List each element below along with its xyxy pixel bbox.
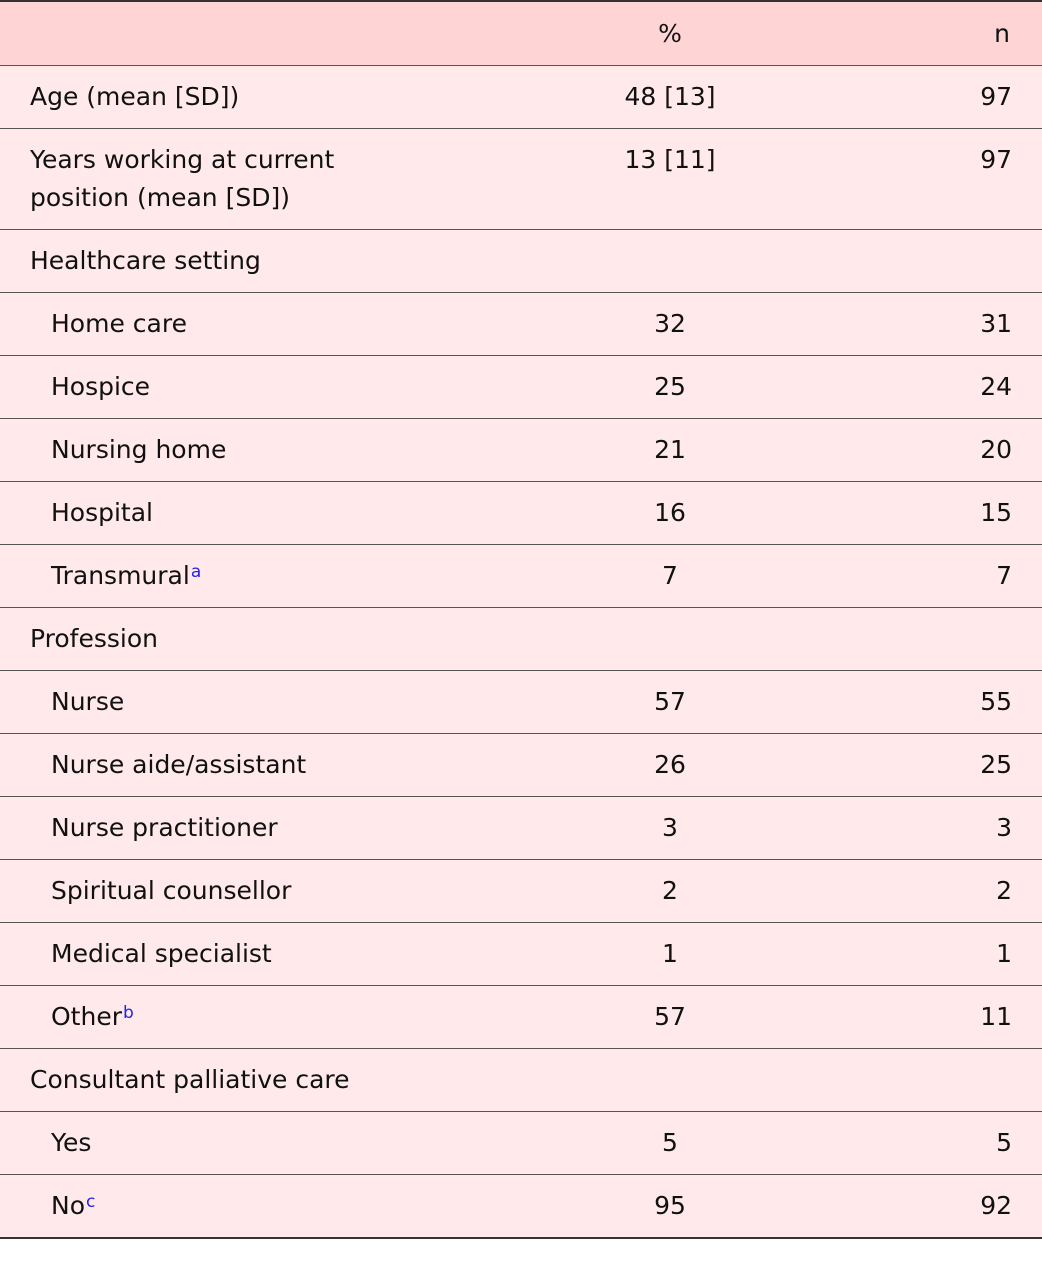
row-label bbox=[0, 859, 560, 922]
table-row bbox=[0, 859, 1042, 922]
header-percent: % bbox=[658, 18, 682, 48]
table-row bbox=[0, 65, 1042, 128]
row-n bbox=[780, 1048, 1042, 1111]
row-label-text: Medical specialist bbox=[51, 938, 272, 968]
row-label bbox=[0, 355, 560, 418]
row-n: 11 bbox=[780, 985, 1042, 1048]
row-percent: 57 bbox=[560, 985, 780, 1048]
row-n bbox=[780, 229, 1042, 292]
row-n bbox=[780, 607, 1042, 670]
table-row bbox=[0, 1048, 1042, 1111]
row-label-text: Home care bbox=[51, 308, 187, 338]
row-label bbox=[0, 65, 560, 128]
row-percent bbox=[560, 1048, 780, 1111]
row-n: 1 bbox=[780, 922, 1042, 985]
table-row bbox=[0, 292, 1042, 355]
row-label-text: Other bbox=[51, 1001, 122, 1031]
row-label-text: Hospice bbox=[51, 371, 151, 401]
table-row bbox=[0, 607, 1042, 670]
row-n: 25 bbox=[780, 733, 1042, 796]
row-label-text: Spiritual counsellor bbox=[51, 875, 292, 905]
row-percent: 48 [13] bbox=[560, 65, 780, 128]
row-label-text: Years working at current position (mean [SD]) bbox=[30, 144, 335, 212]
row-n: 7 bbox=[780, 544, 1042, 607]
row-percent: 26 bbox=[560, 733, 780, 796]
row-percent: 25 bbox=[560, 355, 780, 418]
row-label bbox=[0, 544, 560, 607]
footnote-marker[interactable]: c bbox=[86, 1191, 96, 1212]
row-label-text: Consultant palliative care bbox=[30, 1064, 350, 1094]
row-label bbox=[0, 796, 560, 859]
row-label-text: Nursing home bbox=[51, 434, 227, 464]
row-percent bbox=[560, 229, 780, 292]
row-n: 31 bbox=[780, 292, 1042, 355]
row-n: 92 bbox=[780, 1174, 1042, 1238]
header-n: n bbox=[994, 18, 1010, 48]
footnote-marker[interactable]: a bbox=[190, 561, 202, 582]
row-label bbox=[0, 1111, 560, 1174]
header-label bbox=[0, 1, 560, 65]
row-percent: 7 bbox=[560, 544, 780, 607]
table-row bbox=[0, 1111, 1042, 1174]
row-n: 97 bbox=[780, 128, 1042, 229]
row-label-text: Nurse aide/assistant bbox=[51, 749, 307, 779]
row-label bbox=[0, 985, 560, 1048]
table-row bbox=[0, 481, 1042, 544]
row-label-text: Healthcare setting bbox=[30, 245, 261, 275]
row-label bbox=[0, 128, 560, 229]
row-label-text: Nurse practitioner bbox=[51, 812, 278, 842]
row-label bbox=[0, 292, 560, 355]
row-label bbox=[0, 733, 560, 796]
row-percent: 95 bbox=[560, 1174, 780, 1238]
row-label bbox=[0, 481, 560, 544]
row-label-text: Profession bbox=[30, 623, 158, 653]
table-row bbox=[0, 796, 1042, 859]
row-n: 24 bbox=[780, 355, 1042, 418]
footnote-marker[interactable]: b bbox=[122, 1002, 134, 1023]
row-n: 5 bbox=[780, 1111, 1042, 1174]
table-row bbox=[0, 229, 1042, 292]
table-row bbox=[0, 922, 1042, 985]
row-label-text: Yes bbox=[51, 1127, 92, 1157]
row-n: 3 bbox=[780, 796, 1042, 859]
row-percent: 21 bbox=[560, 418, 780, 481]
table-row bbox=[0, 733, 1042, 796]
row-n: 20 bbox=[780, 418, 1042, 481]
row-label-text: Nurse bbox=[51, 686, 125, 716]
row-label bbox=[0, 1174, 560, 1238]
row-percent: 1 bbox=[560, 922, 780, 985]
table-header-row bbox=[0, 1, 1042, 65]
row-percent: 32 bbox=[560, 292, 780, 355]
row-percent: 57 bbox=[560, 670, 780, 733]
row-label-text: Age (mean [SD]) bbox=[30, 81, 240, 111]
row-label-text: No bbox=[51, 1190, 85, 1220]
row-percent: 3 bbox=[560, 796, 780, 859]
row-label bbox=[0, 922, 560, 985]
table-row bbox=[0, 128, 1042, 229]
row-percent: 16 bbox=[560, 481, 780, 544]
row-percent: 2 bbox=[560, 859, 780, 922]
table-row bbox=[0, 355, 1042, 418]
row-n: 15 bbox=[780, 481, 1042, 544]
table-row bbox=[0, 985, 1042, 1048]
row-percent: 5 bbox=[560, 1111, 780, 1174]
table-row bbox=[0, 1174, 1042, 1238]
row-label bbox=[0, 670, 560, 733]
row-n: 97 bbox=[780, 65, 1042, 128]
row-percent bbox=[560, 607, 780, 670]
row-percent: 13 [11] bbox=[560, 128, 780, 229]
row-label-text: Hospital bbox=[51, 497, 154, 527]
row-label bbox=[0, 1048, 560, 1111]
row-label bbox=[0, 418, 560, 481]
row-label-text: Transmural bbox=[51, 560, 190, 590]
row-n: 55 bbox=[780, 670, 1042, 733]
table-row bbox=[0, 670, 1042, 733]
row-n: 2 bbox=[780, 859, 1042, 922]
table-row bbox=[0, 544, 1042, 607]
row-label bbox=[0, 607, 560, 670]
table-row bbox=[0, 418, 1042, 481]
row-label bbox=[0, 229, 560, 292]
